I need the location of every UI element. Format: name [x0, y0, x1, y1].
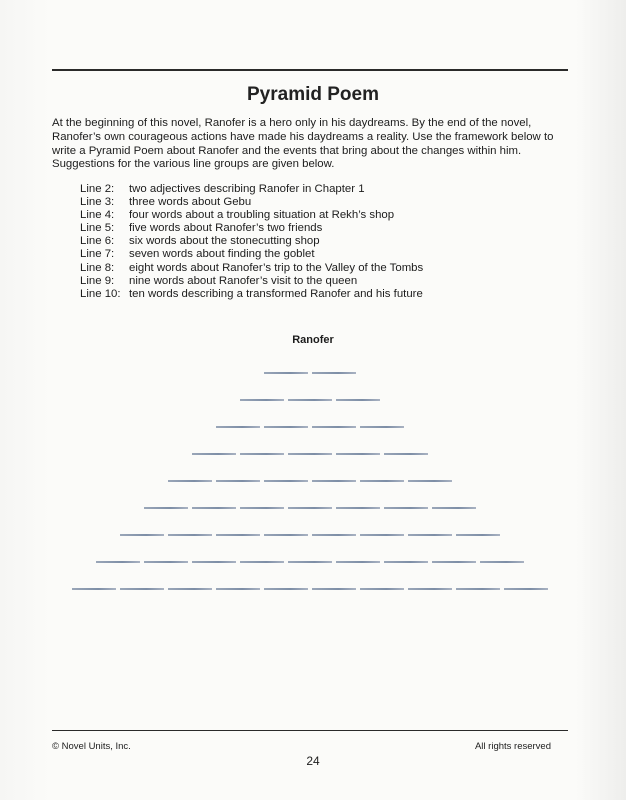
answer-blank[interactable]	[288, 507, 332, 509]
answer-blank[interactable]	[360, 426, 404, 428]
instructions-paragraph: At the beginning of this novel, Ranofer is a hero only in his daydreams. By the end of the novel, Ranofer’s own courageous actions have made his daydreams a reality. Use the framework below to write a Pyramid Poem about Ranofer and the events that bring about the changes within him. Suggestions for the various line groups are given below.	[52, 117, 554, 171]
pyramid-subject: Ranofer	[292, 334, 334, 346]
answer-blank[interactable]	[360, 588, 404, 590]
line-description: seven words about finding the goblet	[129, 248, 315, 261]
answer-blank[interactable]	[168, 588, 212, 590]
answer-blank[interactable]	[384, 561, 428, 563]
line-description: five words about Ranofer’s two friends	[129, 222, 323, 235]
answer-blank[interactable]	[264, 372, 308, 374]
answer-blank[interactable]	[216, 588, 260, 590]
answer-blank[interactable]	[312, 480, 356, 482]
rights-notice: All rights reserved	[474, 741, 551, 752]
answer-blank[interactable]	[288, 561, 332, 563]
line-label: Line 4:	[80, 209, 115, 222]
line-description: two adjectives describing Ranofer in Chapter 1	[129, 183, 365, 195]
line-label: Line 10:	[80, 287, 121, 300]
answer-blank[interactable]	[312, 588, 356, 590]
line-description: six words about the stonecutting shop	[129, 235, 320, 248]
answer-blank[interactable]	[264, 480, 308, 482]
line-description: nine words about Ranofer’s visit to the queen	[129, 274, 358, 287]
answer-blank[interactable]	[408, 534, 452, 536]
answer-blank[interactable]	[120, 588, 164, 590]
answer-blank[interactable]	[408, 480, 452, 482]
answer-blank[interactable]	[72, 588, 116, 590]
answer-blank[interactable]	[96, 561, 140, 563]
answer-blank[interactable]	[288, 453, 332, 455]
answer-blank[interactable]	[384, 507, 428, 509]
answer-blank[interactable]	[456, 534, 500, 536]
answer-blank[interactable]	[240, 561, 284, 563]
answer-blank[interactable]	[432, 507, 476, 509]
answer-blank[interactable]	[240, 507, 284, 509]
answer-blank[interactable]	[336, 561, 380, 563]
line-label: Line 5:	[80, 222, 115, 235]
answer-blank[interactable]	[360, 534, 404, 536]
copyright-notice: © Novel Units, Inc.	[52, 741, 131, 752]
answer-blank[interactable]	[336, 453, 380, 455]
line-description: three words about Gebu	[129, 196, 252, 209]
answer-blank[interactable]	[192, 453, 236, 455]
answer-blank[interactable]	[240, 453, 284, 455]
answer-blank[interactable]	[432, 561, 476, 563]
answer-blank[interactable]	[408, 588, 452, 590]
answer-blank[interactable]	[456, 588, 500, 590]
line-description: four words about a troubling situation at Rekh’s shop	[129, 209, 395, 222]
answer-blank[interactable]	[192, 507, 236, 509]
line-label: Line 7:	[80, 248, 115, 261]
answer-blank[interactable]	[264, 534, 308, 536]
answer-blank[interactable]	[264, 426, 308, 428]
answer-blank[interactable]	[288, 399, 332, 401]
line-label: Line 3:	[80, 196, 115, 209]
page-title: Pyramid Poem	[247, 84, 379, 105]
answer-blank[interactable]	[312, 372, 356, 374]
answer-blank[interactable]	[240, 399, 284, 401]
answer-blank[interactable]	[480, 561, 524, 563]
bottom-rule	[52, 730, 568, 731]
answer-blank[interactable]	[336, 507, 380, 509]
answer-blank[interactable]	[360, 480, 404, 482]
answer-blank[interactable]	[312, 426, 356, 428]
answer-blank[interactable]	[168, 480, 212, 482]
line-label: Line 9:	[80, 274, 115, 287]
answer-blank[interactable]	[216, 534, 260, 536]
answer-blank[interactable]	[120, 534, 164, 536]
answer-blank[interactable]	[384, 453, 428, 455]
answer-blank[interactable]	[216, 480, 260, 482]
answer-blank[interactable]	[504, 588, 548, 590]
line-label: Line 6:	[80, 235, 115, 248]
line-description: ten words describing a transformed Ranofer and his future	[129, 287, 423, 300]
answer-blank[interactable]	[216, 426, 260, 428]
answer-blank[interactable]	[144, 507, 188, 509]
line-label: Line 2:	[80, 183, 115, 195]
line-label: Line 8:	[80, 261, 115, 274]
answer-blank[interactable]	[144, 561, 188, 563]
answer-blank[interactable]	[192, 561, 236, 563]
answer-blank[interactable]	[336, 399, 380, 401]
answer-blank[interactable]	[312, 534, 356, 536]
answer-blank[interactable]	[168, 534, 212, 536]
line-description: eight words about Ranofer’s trip to the Valley of the Tombs	[129, 261, 424, 274]
answer-blank[interactable]	[264, 588, 308, 590]
page-number: 24	[306, 754, 320, 768]
